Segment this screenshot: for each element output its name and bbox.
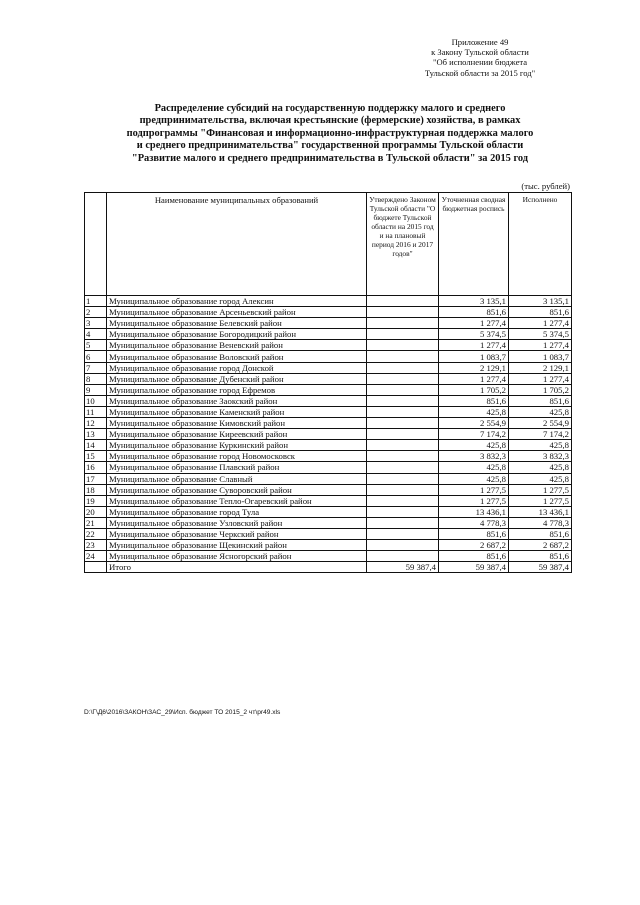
- row-refined: 5 374,5: [439, 329, 509, 340]
- total-approved: 59 387,4: [367, 562, 439, 573]
- row-name: Муниципальное образование город Донской: [107, 362, 367, 373]
- row-approved: [367, 484, 439, 495]
- row-refined: 7 174,2: [439, 429, 509, 440]
- row-executed: 425,8: [509, 462, 572, 473]
- row-approved: [367, 517, 439, 528]
- row-approved: [367, 373, 439, 384]
- row-executed: 425,8: [509, 473, 572, 484]
- table-header-row: [85, 193, 572, 296]
- row-refined: 1 277,4: [439, 318, 509, 329]
- row-name: Муниципальное образование Заокский район: [107, 395, 367, 406]
- row-name: Муниципальное образование Ясногорский район: [107, 551, 367, 562]
- row-name: Муниципальное образование Куркинский район: [107, 440, 367, 451]
- row-executed: 1 277,4: [509, 340, 572, 351]
- table-row: [85, 462, 572, 473]
- table-row: [85, 351, 572, 362]
- row-approved: [367, 495, 439, 506]
- row-index: 2: [85, 307, 107, 318]
- row-executed: 1 277,4: [509, 373, 572, 384]
- row-name: Муниципальное образование Воловский район: [107, 351, 367, 362]
- appendix-line: "Об исполнении бюджета: [432, 57, 528, 68]
- row-index: 21: [85, 517, 107, 528]
- row-refined: 425,8: [439, 440, 509, 451]
- table-row: [85, 296, 572, 307]
- appendix-line: к Закону Тульской области: [431, 47, 529, 58]
- row-index: 18: [85, 484, 107, 495]
- row-index: 24: [85, 551, 107, 562]
- row-name: Муниципальное образование Узловский район: [107, 517, 367, 528]
- row-approved: [367, 296, 439, 307]
- table-row: [85, 495, 572, 506]
- row-executed: 7 174,2: [509, 429, 572, 440]
- row-refined: 425,8: [439, 462, 509, 473]
- row-approved: [367, 395, 439, 406]
- row-approved: [367, 351, 439, 362]
- row-index: 20: [85, 506, 107, 517]
- total-refined: 59 387,4: [439, 562, 509, 573]
- header-executed: Исполнено: [509, 193, 572, 296]
- row-executed: 2 129,1: [509, 362, 572, 373]
- row-index: 11: [85, 406, 107, 417]
- row-refined: 1 705,2: [439, 384, 509, 395]
- row-index: 23: [85, 540, 107, 551]
- row-name: Муниципальное образование Тепло-Огаревский район: [107, 495, 367, 506]
- row-index: 9: [85, 384, 107, 395]
- table-row: [85, 340, 572, 351]
- row-executed: 851,6: [509, 528, 572, 539]
- table-row: [85, 506, 572, 517]
- file-path-footer: D:\Г\Д6\2016\ЗАКОН\ЗАС_29\Исп. бюджет ТО 2015_2 чт\pr49.xls: [84, 709, 281, 716]
- table-row: [85, 406, 572, 417]
- row-index: 5: [85, 340, 107, 351]
- row-executed: 1 277,4: [509, 318, 572, 329]
- row-index: 3: [85, 318, 107, 329]
- table-row: [85, 528, 572, 539]
- row-index: 7: [85, 362, 107, 373]
- row-executed: 851,6: [509, 307, 572, 318]
- total-index: [85, 562, 107, 573]
- row-refined: 2 129,1: [439, 362, 509, 373]
- row-approved: [367, 340, 439, 351]
- row-approved: [367, 307, 439, 318]
- row-index: 13: [85, 429, 107, 440]
- table-row: [85, 395, 572, 406]
- row-approved: [367, 418, 439, 429]
- row-refined: 13 436,1: [439, 506, 509, 517]
- row-index: 22: [85, 528, 107, 539]
- table-row: [85, 484, 572, 495]
- row-name: Муниципальное образование Арсеньевский район: [107, 307, 367, 318]
- title-line: "Развитие малого и среднего предпринимательства в Тульской области" за 2015 год: [131, 152, 529, 164]
- row-name: Муниципальное образование Богородицкий район: [107, 329, 367, 340]
- row-name: Муниципальное образование Дубенский район: [107, 373, 367, 384]
- row-executed: 2 687,2: [509, 540, 572, 551]
- table-row: [85, 540, 572, 551]
- table-row: [85, 307, 572, 318]
- table-row: [85, 329, 572, 340]
- row-executed: 4 778,3: [509, 517, 572, 528]
- header-index: [85, 193, 107, 296]
- row-refined: 1 277,4: [439, 373, 509, 384]
- header-refined: Уточненная сводная бюджетная роспись: [439, 193, 509, 296]
- table-row: [85, 551, 572, 562]
- units-label: (тыс. рублей): [521, 181, 570, 191]
- row-index: 12: [85, 418, 107, 429]
- row-index: 17: [85, 473, 107, 484]
- table-row: [85, 373, 572, 384]
- row-refined: 425,8: [439, 406, 509, 417]
- table-row: [85, 362, 572, 373]
- row-executed: 2 554,9: [509, 418, 572, 429]
- row-refined: 425,8: [439, 473, 509, 484]
- row-index: 14: [85, 440, 107, 451]
- total-label: Итого: [107, 562, 367, 573]
- row-name: Муниципальное образование Каменский район: [107, 406, 367, 417]
- total-executed: 59 387,4: [509, 562, 572, 573]
- row-name: Муниципальное образование город Тула: [107, 506, 367, 517]
- table-row: [85, 440, 572, 451]
- row-index: 4: [85, 329, 107, 340]
- row-refined: 1 277,5: [439, 495, 509, 506]
- title-line: подпрограммы "Финансовая и информационно-инфраструктурная поддержка малого: [126, 127, 534, 139]
- row-executed: 425,8: [509, 440, 572, 451]
- row-refined: 1 277,5: [439, 484, 509, 495]
- row-name: Муниципальное образование город Алексин: [107, 296, 367, 307]
- row-name: Муниципальное образование Киреевский район: [107, 429, 367, 440]
- document-title: [80, 103, 580, 165]
- row-executed: 3 832,3: [509, 451, 572, 462]
- row-refined: 851,6: [439, 551, 509, 562]
- row-name: Муниципальное образование город Ефремов: [107, 384, 367, 395]
- row-refined: 1 277,4: [439, 340, 509, 351]
- row-refined: 3 135,1: [439, 296, 509, 307]
- row-index: 6: [85, 351, 107, 362]
- row-executed: 1 083,7: [509, 351, 572, 362]
- row-index: 15: [85, 451, 107, 462]
- row-refined: 851,6: [439, 307, 509, 318]
- row-name: Муниципальное образование Веневский район: [107, 340, 367, 351]
- title-line: и среднего предпринимательства" государственной программы Тульской области: [136, 140, 524, 152]
- table-row: [85, 384, 572, 395]
- appendix-line: Тульской области за 2015 год": [424, 67, 536, 78]
- row-approved: [367, 451, 439, 462]
- row-refined: 851,6: [439, 395, 509, 406]
- row-refined: 1 083,7: [439, 351, 509, 362]
- row-approved: [367, 329, 439, 340]
- row-executed: 1 705,2: [509, 384, 572, 395]
- row-index: 16: [85, 462, 107, 473]
- appendix-note: [380, 37, 580, 78]
- row-index: 19: [85, 495, 107, 506]
- row-executed: 13 436,1: [509, 506, 572, 517]
- header-name: Наименование муниципальных образований: [107, 193, 367, 296]
- row-approved: [367, 551, 439, 562]
- row-approved: [367, 528, 439, 539]
- table-row: [85, 517, 572, 528]
- row-executed: 425,8: [509, 406, 572, 417]
- row-name: Муниципальное образование Белевский район: [107, 318, 367, 329]
- row-refined: 851,6: [439, 528, 509, 539]
- row-name: Муниципальное образование город Новомосковск: [107, 451, 367, 462]
- row-approved: [367, 473, 439, 484]
- row-name: Муниципальное образование Суворовский район: [107, 484, 367, 495]
- table-row: [85, 451, 572, 462]
- row-refined: 3 832,3: [439, 451, 509, 462]
- row-index: 10: [85, 395, 107, 406]
- row-executed: 851,6: [509, 551, 572, 562]
- row-approved: [367, 540, 439, 551]
- table-row: [85, 418, 572, 429]
- row-approved: [367, 406, 439, 417]
- row-executed: 851,6: [509, 395, 572, 406]
- row-name: Муниципальное образование Черкский район: [107, 528, 367, 539]
- row-approved: [367, 462, 439, 473]
- row-executed: 1 277,5: [509, 484, 572, 495]
- row-approved: [367, 384, 439, 395]
- table-row: [85, 473, 572, 484]
- row-name: Муниципальное образование Плавский район: [107, 462, 367, 473]
- table-row: [85, 429, 572, 440]
- header-approved: Утверждено Законом Тульской области "О бюджете Тульской области на 2015 год и на плановый период 2016 и 2017 годов": [367, 193, 439, 296]
- row-name: Муниципальное образование Кимовский район: [107, 418, 367, 429]
- title-line: предпринимательства, включая крестьянские (фермерские) хозяйства, в рамках: [139, 115, 521, 127]
- row-executed: 3 135,1: [509, 296, 572, 307]
- row-approved: [367, 429, 439, 440]
- table-row: [85, 318, 572, 329]
- row-name: Муниципальное образование Щекинский район: [107, 540, 367, 551]
- appendix-line: Приложение 49: [451, 37, 509, 47]
- row-name: Муниципальное образование Славный: [107, 473, 367, 484]
- total-row: [85, 562, 572, 573]
- row-refined: 4 778,3: [439, 517, 509, 528]
- row-approved: [367, 318, 439, 329]
- row-index: 8: [85, 373, 107, 384]
- row-refined: 2 554,9: [439, 418, 509, 429]
- row-index: 1: [85, 296, 107, 307]
- row-approved: [367, 506, 439, 517]
- row-executed: 1 277,5: [509, 495, 572, 506]
- row-refined: 2 687,2: [439, 540, 509, 551]
- row-approved: [367, 362, 439, 373]
- title-line: Распределение субсидий на государственную поддержку малого и среднего: [154, 103, 506, 114]
- row-approved: [367, 440, 439, 451]
- subsidy-table: [84, 192, 572, 573]
- row-executed: 5 374,5: [509, 329, 572, 340]
